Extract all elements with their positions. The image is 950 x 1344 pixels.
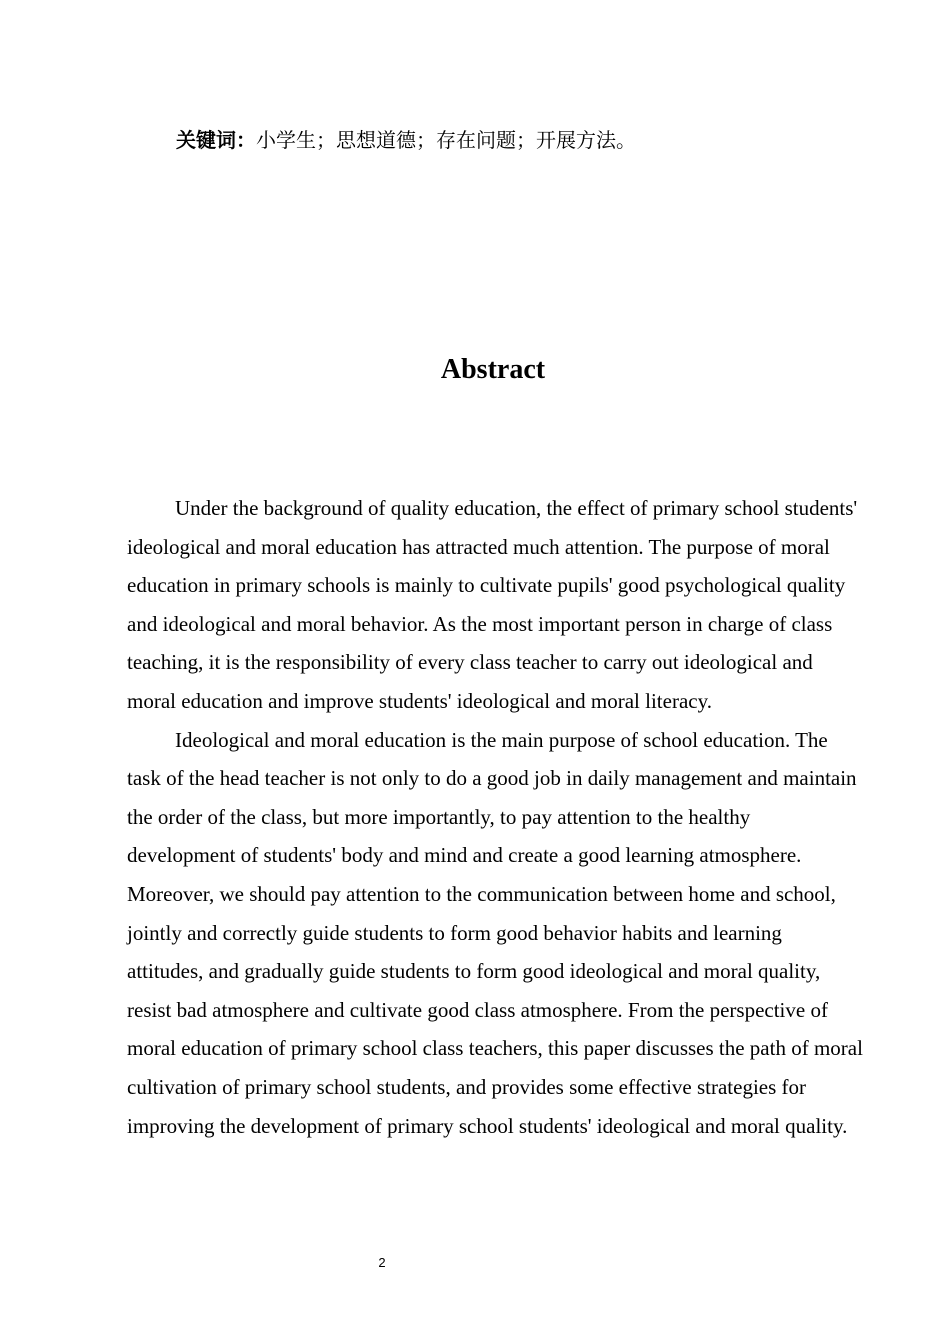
abstract-paragraph-2: Ideological and moral education is the main purpose of school education. The task of the head teacher is not only to do a good job in daily management and maintain the order of the class, but more importantly, to pay attention to the healthy development of students' body and mind and create a good learning atmosphere. Moreover, we should pay attention to the communication between home and school, jointly and correctly guide students to form good behavior habits and learning attitudes, and gradually guide students to form good ideological and moral quality, resist bad atmosphere and cultivate good class atmosphere. From the perspective of moral education of primary school class teachers, this paper discusses the path of moral cultivation of primary school students, and provides some effective strategies for improving the development of primary school students' ideological and moral quality. [127, 727, 863, 1138]
keywords-label: 关键词： [176, 128, 256, 152]
page-number: 2 [378, 1255, 386, 1270]
keywords-line [176, 126, 636, 154]
abstract-paragraph-1: Under the background of quality education, the effect of primary school students' ideological and moral education has attracted much attention. The purpose of moral education in primary schools is mainly to cultivate pupils' good psychological quality and ideological and moral behavior. As the most important person in charge of class teaching, it is the responsibility of every class teacher to carry out ideological and moral education and improve students' ideological and moral literacy. [127, 496, 858, 713]
abstract-body [127, 489, 863, 1145]
keywords-text: 小学生；思想道德；存在问题；开展方法。 [256, 128, 636, 152]
abstract-title: Abstract [440, 354, 546, 385]
